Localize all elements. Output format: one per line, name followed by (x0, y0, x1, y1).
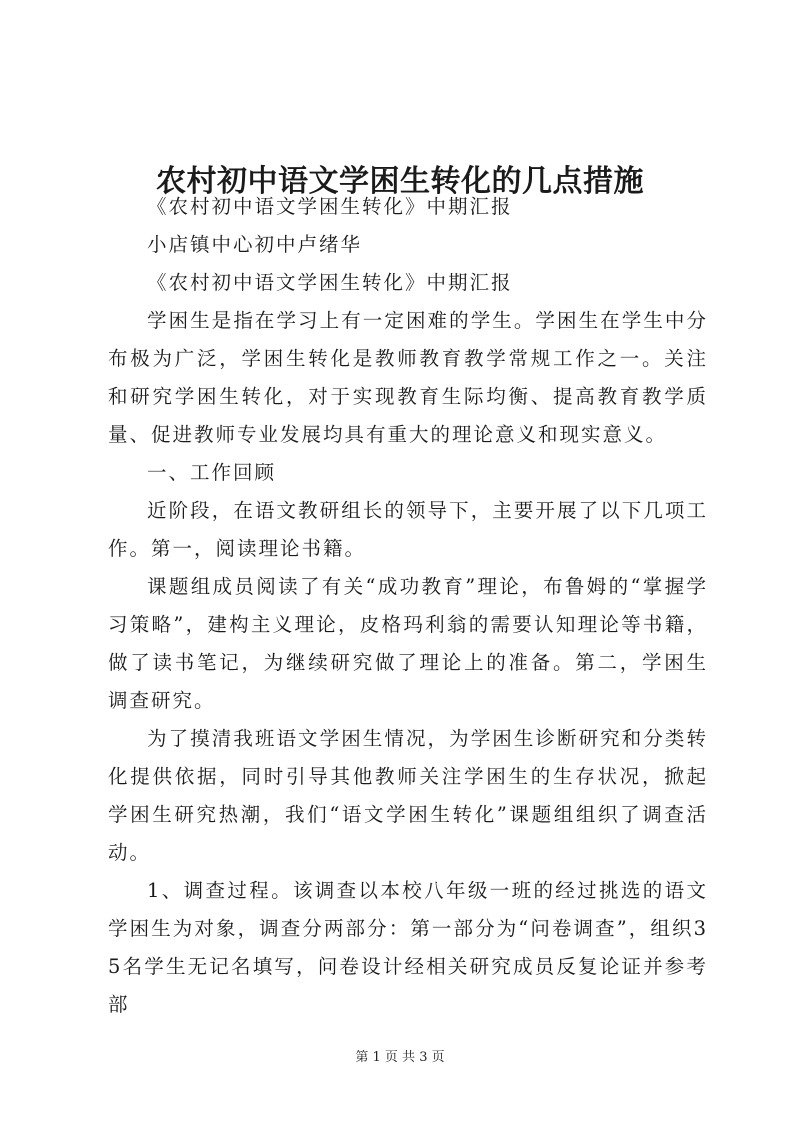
section-heading-review: 一、工作回顾 (147, 461, 277, 484)
paragraph-survey-purpose: 为了摸清我班语文学困生情况，为学困生诊断研究和分类转化提供依据，同时引导其他教师关注学困生的生存状况，掀起学困生研究热潮，我们“语文学困生转化”课题组组织了调查活动。 (108, 727, 708, 864)
paragraph-recent-work: 近阶段，在语文教研组长的领导下，主要开展了以下几项工作。第一，阅读理论书籍。 (108, 499, 708, 560)
paragraph-report-title-1: 《农村初中语文学困生转化》中期汇报 (147, 195, 513, 218)
paragraph-report-title-2: 《农村初中语文学困生转化》中期汇报 (147, 271, 513, 294)
paragraph-author: 小店镇中心初中卢绪华 (147, 233, 363, 256)
paragraph-intro: 学困生是指在学习上有一定困难的学生。学困生在学生中分布极为广泛，学困生转化是教师教育教学常规工作之一。关注和研究学困生转化，对于实现教育生际均衡、提高教育教学质量、促进教师专业发展均具有重大的理论意义和现实意义。 (108, 309, 708, 446)
paragraph-survey-process: 1、调查过程。该调查以本校八年级一班的经过挑选的语文学困生为对象，调查分两部分：第一部分为“问卷调查”，组织35名学生无记名填写，问卷设计经相关研究成员反复论证并参考部 (108, 879, 708, 1016)
document-title: 农村初中语文学困生转化的几点措施 (156, 164, 644, 200)
document-body (108, 188, 708, 1024)
page-footer: 第 1 页 共 3 页 (355, 1050, 445, 1065)
paragraph-theory-reading: 课题组成员阅读了有关“成功教育”理论，布鲁姆的“掌握学习策略”，建构主义理论，皮格玛利翁的需要认知理论等书籍，做了读书笔记，为继续研究做了理论上的准备。第二，学困生调查研究。 (108, 575, 708, 712)
